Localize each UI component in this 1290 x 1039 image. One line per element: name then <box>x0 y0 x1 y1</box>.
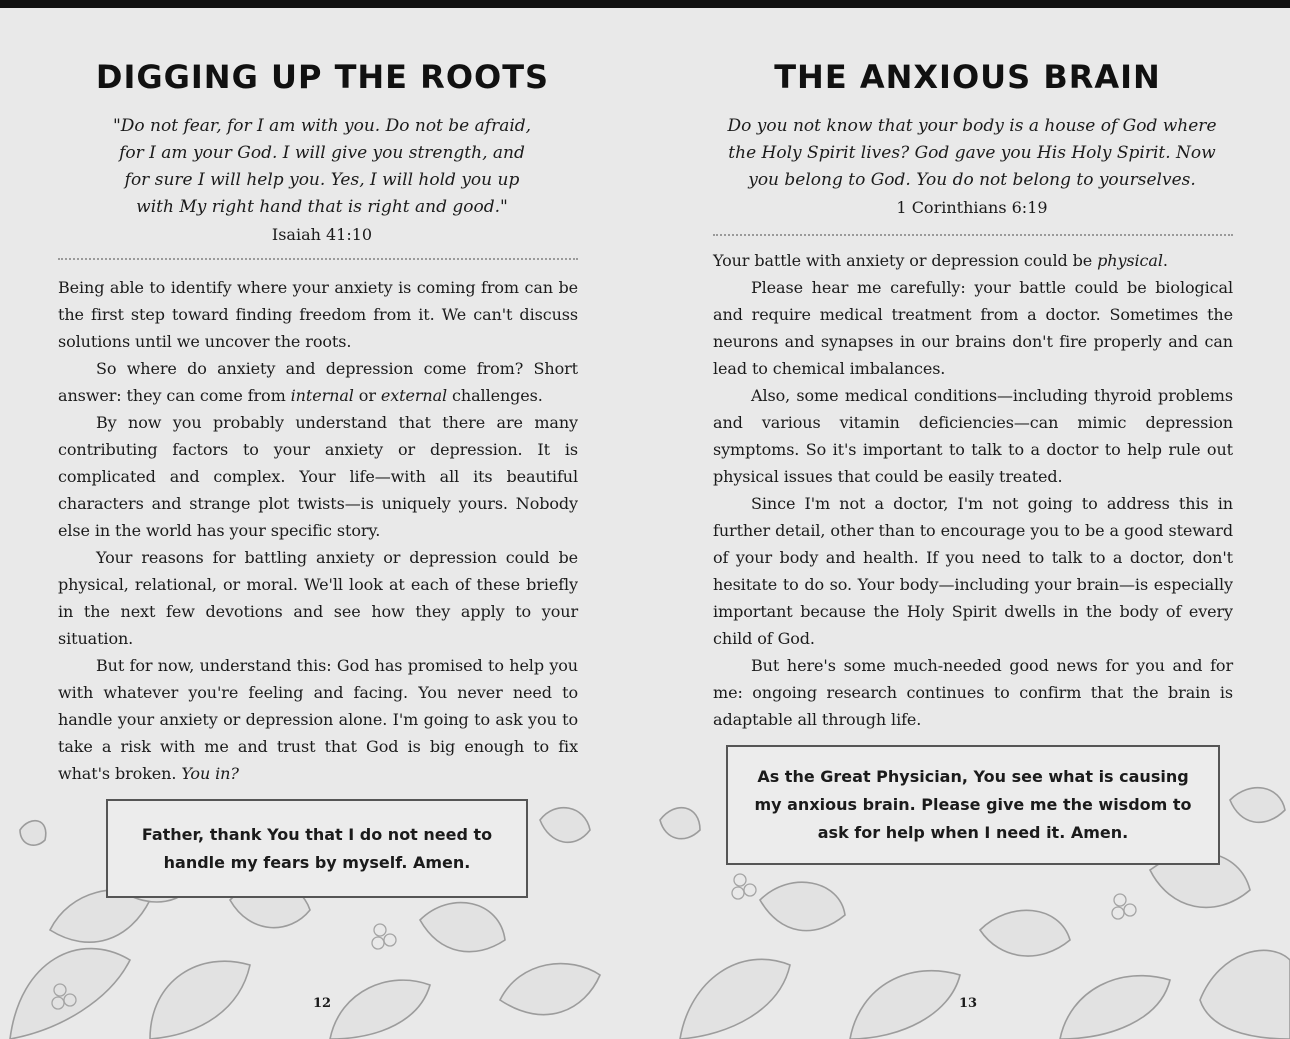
dotted-divider <box>713 234 1233 236</box>
verse-reference: Isaiah 41:10 <box>271 225 373 244</box>
scripture-verse <box>715 113 1229 221</box>
scripture-verse <box>100 113 544 248</box>
verse-line: "Do not fear, for I am with you. Do not be afraid, <box>112 116 532 136</box>
verse-line: for I am your God. I will give you strength, and <box>119 143 525 163</box>
paragraph: Since I'm not a doctor, I'm not going to address this in further detail, other than to encourage you to be a good steward of your body and health. If you need to talk to a doctor, don't hesitate to do so. Your body—including your brain—is especially important because the Holy Spirit dwells in the body of every child of God. <box>713 494 1233 648</box>
paragraph: But for now, understand this: God has promised to help you with whatever you're feeling and facing. You never need to handle your anxiety or depression alone. I'm going to ask you to take a risk with me and trust that God is big enough to fix what's broken. You in? <box>58 656 578 783</box>
verse-line: for sure I will help you. Yes, I will hold you up <box>124 170 520 190</box>
prayer-box: Father, thank You that I do not need to handle my fears by myself. Amen. <box>106 799 528 898</box>
page-number: 12 <box>312 996 332 1011</box>
paragraph: Please hear me carefully: your battle could be biological and require medical treatment from a doctor. Sometimes the neurons and synapses in our brains don't fire properly and can lead to chemical imbalances. <box>713 278 1233 378</box>
paragraph: Your battle with anxiety or depression could be physical. <box>713 251 1168 270</box>
verse-reference: 1 Corinthians 6:19 <box>896 198 1048 217</box>
verse-line: Do you not know that your body is a house of God where <box>727 116 1217 136</box>
verse-line: you belong to God. You do not belong to yourselves. <box>748 170 1196 190</box>
paragraph: Your reasons for battling anxiety or depression could be physical, relational, or moral. We'll look at each of these briefly in the next few devotions and see how they apply to your situation. <box>58 548 578 648</box>
verse-line: with My right hand that is right and good." <box>136 197 508 217</box>
paragraph: By now you probably understand that there are many contributing factors to your anxiety or depression. It is complicated and complex. Your life—with all its beautiful characters and strange plot twists—is uniquely yours. Nobody else in the world has your specific story. <box>58 413 578 540</box>
prayer-box: As the Great Physician, You see what is causing my anxious brain. Please give me the wisdom to ask for help when I need it. Amen. <box>726 745 1220 865</box>
page-title: DIGGING UP THE ROOTS <box>95 58 550 96</box>
body-text <box>58 274 578 787</box>
paragraph: Being able to identify where your anxiety is coming from can be the first step toward finding freedom from it. We can't discuss solutions until we uncover the roots. <box>58 278 578 351</box>
dotted-divider <box>58 258 578 260</box>
paragraph: But here's some much-needed good news for you and for me: ongoing research continues to confirm that the brain is adaptable all through life. <box>713 656 1233 729</box>
paragraph: So where do anxiety and depression come from? Short answer: they can come from internal or external challenges. <box>58 359 578 405</box>
paragraph: Also, some medical conditions—including thyroid problems and various vitamin deficiencies—can mimic depression symptoms. So it's important to talk to a doctor to help rule out physical issues that could be easily treated. <box>713 386 1233 486</box>
body-text <box>713 247 1233 733</box>
verse-line: the Holy Spirit lives? God gave you His Holy Spirit. Now <box>728 143 1216 163</box>
page-title: THE ANXIOUS BRAIN <box>774 58 1161 96</box>
page-number: 13 <box>958 996 978 1011</box>
